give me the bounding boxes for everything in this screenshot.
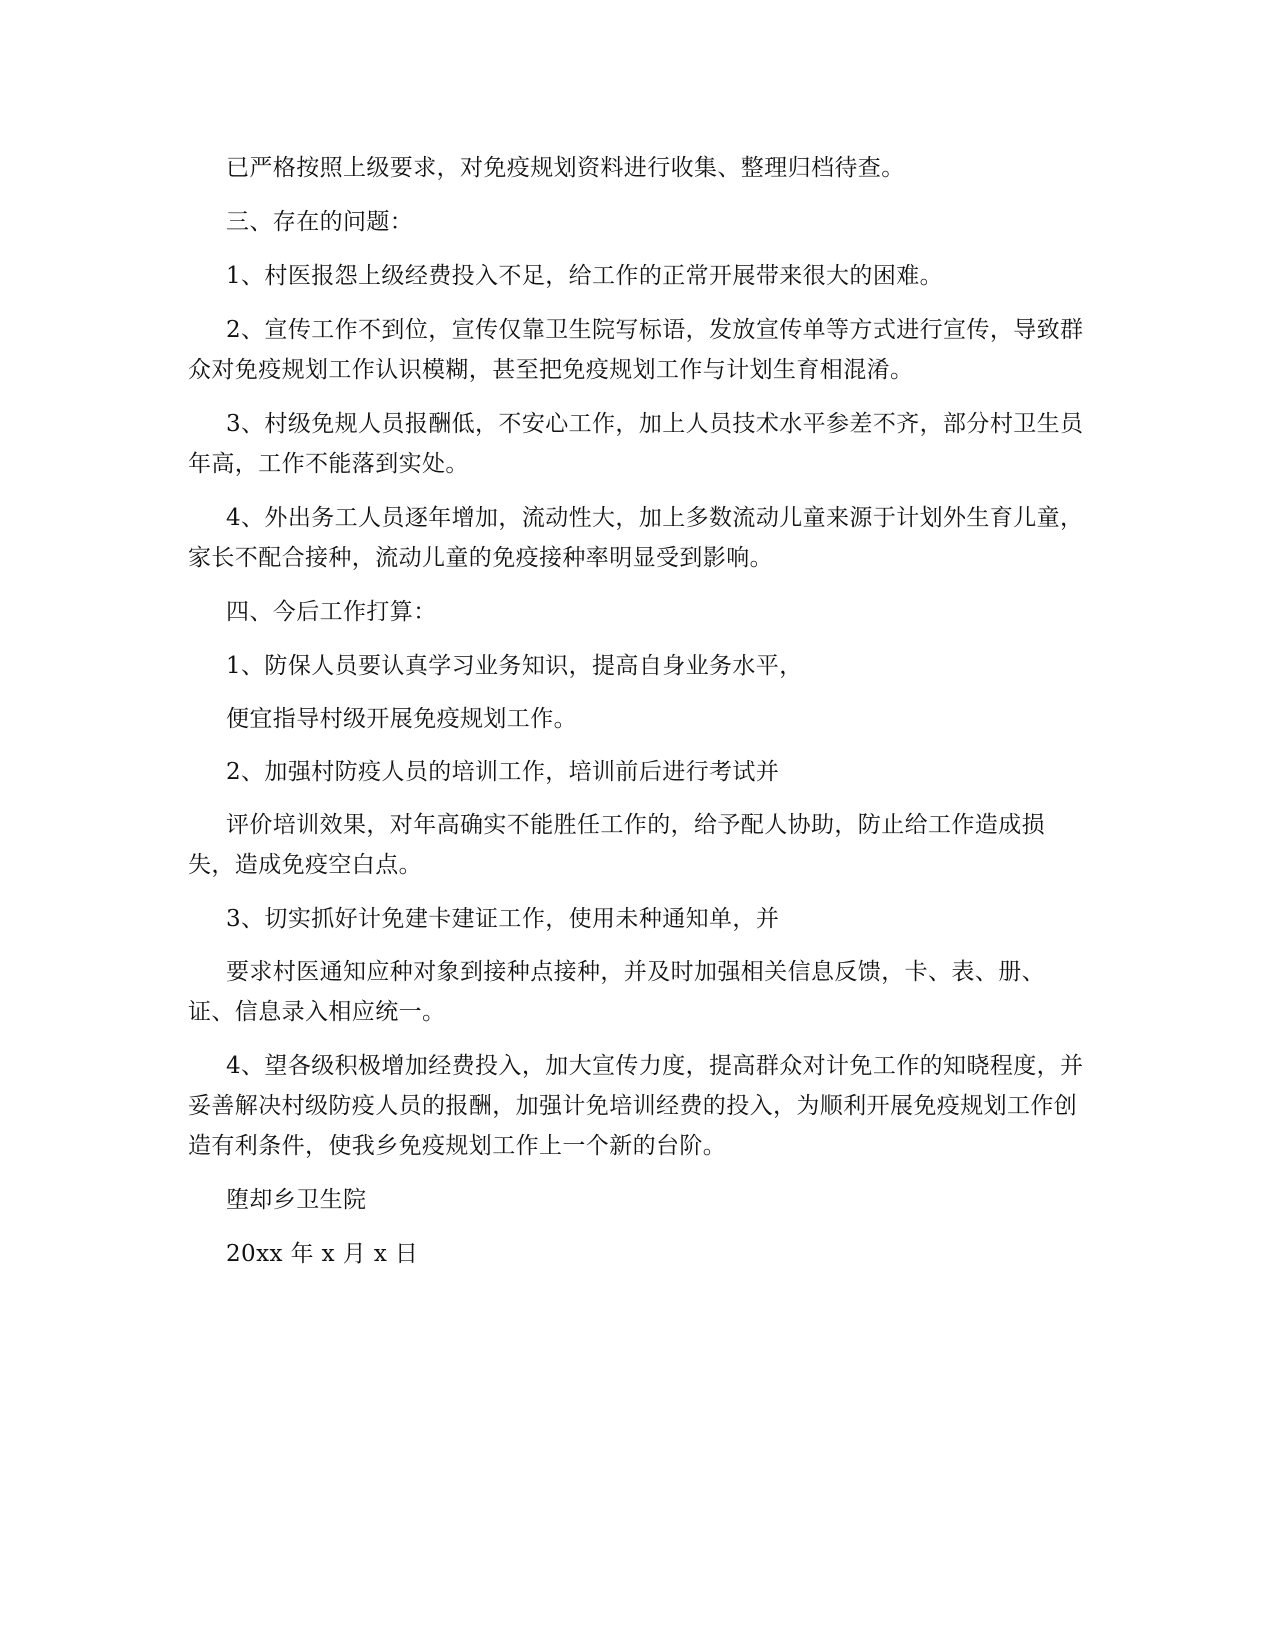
paragraph-problem-2: 2、宣传工作不到位，宣传仅靠卫生院写标语，发放宣传单等方式进行宣传，导致群众对免疫规划工作认识模糊，甚至把免疫规划工作与计划生育相混淆。 [188, 317, 1084, 383]
heading-future-plans: 四、今后工作打算： [226, 599, 437, 625]
paragraph-archive: 已严格按照上级要求，对免疫规划资料进行收集、整理归档待查。 [226, 155, 905, 181]
signature-organization: 堕却乡卫生院 [226, 1187, 367, 1213]
paragraph-problem-3: 3、村级免规人员报酬低，不安心工作，加上人员技术水平参差不齐，部分村卫生员年高，工作不能落到实处。 [188, 411, 1084, 477]
signature-date: 20xx 年 x 月 x 日 [226, 1241, 419, 1267]
paragraph-plan-4: 4、望各级积极增加经费投入，加大宣传力度，提高群众对计免工作的知晓程度，并妥善解决村级防疫人员的报酬，加强计免培训经费的投入，为顺利开展免疫规划工作创造有利条件，使我乡免疫规划工作上一个新的台阶。 [188, 1053, 1084, 1159]
document-body [188, 148, 1088, 1288]
paragraph-plan-3b: 要求村医通知应种对象到接种点接种，并及时加强相关信息反馈，卡、表、册、证、信息录入相应统一。 [188, 959, 1045, 1025]
paragraph-plan-1b: 便宜指导村级开展免疫规划工作。 [226, 706, 577, 732]
paragraph-plan-2b: 评价培训效果，对年高确实不能胜任工作的，给予配人协助，防止给工作造成损失，造成免疫空白点。 [188, 812, 1045, 878]
paragraph-problem-4: 4、外出务工人员逐年增加，流动性大，加上多数流动儿童来源于计划外生育儿童，家长不配合接种，流动儿童的免疫接种率明显受到影响。 [188, 505, 1084, 571]
heading-problems: 三、存在的问题： [226, 209, 414, 235]
paragraph-problem-1: 1、村医报怨上级经费投入不足，给工作的正常开展带来很大的困难。 [226, 263, 944, 289]
paragraph-plan-1a: 1、防保人员要认真学习业务知识，提高自身业务水平， [226, 653, 803, 679]
paragraph-plan-2a: 2、加强村防疫人员的培训工作，培训前后进行考试并 [226, 759, 780, 785]
paragraph-plan-3a: 3、切实抓好计免建卡建证工作，使用未种通知单，并 [226, 906, 780, 932]
